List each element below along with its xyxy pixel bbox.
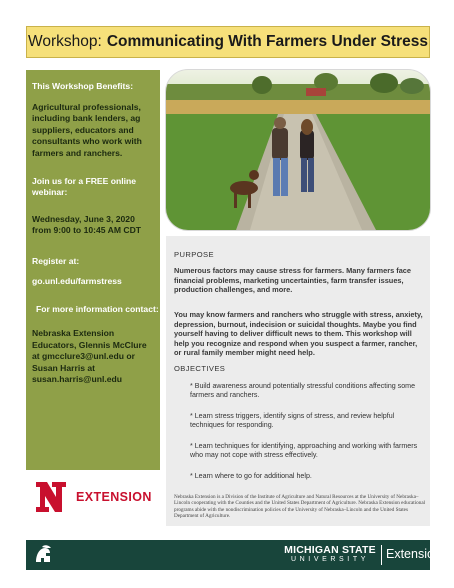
msu-university: UNIVERSITY (290, 556, 369, 563)
main-content (166, 236, 430, 526)
objective-item: * Build awareness around potentially stressful conditions affecting some farmers and ranchers. (190, 382, 416, 400)
purpose-paragraph-1: Numerous factors may cause stress for farmers. Many farmers face financial problems, marketing uncertainties, farm transfer issues, production challenges, and more. (174, 266, 412, 295)
webinar-date: Wednesday, June 3, 2020 from 9:00 to 10:45 AM CDT (32, 214, 142, 236)
contact-text: Nebraska Extension Educators, Glennis McClure at gmcclure3@unl.edu or Susan Harris at susan.harris@unl.edu (32, 328, 147, 385)
extension-wordmark: EXTENSION (76, 490, 152, 504)
farm-road-illustration (166, 70, 430, 230)
nondiscrimination-disclaimer: Nebraska Extension is a Division of the Institute of Agriculture and Natural Resources at the University of Nebraska–Lincoln cooperating with the Counties and the United States Department of Agriculture. Nebraska Extension educational programs abide with the nondiscrimination policies of the University of Nebraska–Lincoln and the United States Department of Agriculture. (174, 494, 426, 520)
footer-divider (381, 545, 382, 565)
msu-name: MICHIGAN STATE (284, 544, 376, 556)
more-info-heading: For more information contact: (36, 304, 159, 314)
objective-item: * Learn stress triggers, identify signs of stress, and review helpful techniques for responding. (190, 412, 395, 430)
msu-extension-label: Extension (386, 547, 441, 561)
objectives-heading: OBJECTIVES (174, 364, 226, 373)
title-prefix: Workshop: (28, 33, 102, 50)
objective-item: * Learn where to go for additional help. (190, 472, 312, 480)
purpose-paragraph-2: You may know farmers and ranchers who struggle with stress, anxiety, depression, burnout, indecision or suicidal thoughts. Maybe you find yourself having to deliver difficult news to them. This workshop will help you recognize and respond when you suspect a farmer, rancher, or rural family member might need help. (174, 310, 423, 358)
benefits-text: Agricultural professionals, including bank lenders, ag suppliers, educators and consultants who work with farmers and ranchers. (32, 102, 142, 158)
register-label: Register at: (32, 256, 80, 266)
objective-item: * Learn techniques for identifying, approaching and working with farmers who may not cope with stress effectively. (190, 442, 418, 460)
msu-footer (26, 540, 441, 570)
title-banner (26, 26, 430, 58)
hero-photo (166, 70, 430, 230)
register-link[interactable]: go.unl.edu/farmstress (32, 276, 122, 286)
webinar-invite: Join us for a FREE online webinar: (32, 176, 137, 198)
spartan-helmet-icon (32, 544, 54, 566)
nebraska-extension-logo (26, 470, 160, 526)
title-main: Communicating With Farmers Under Stress (106, 33, 428, 50)
benefits-heading: This Workshop Benefits: (32, 81, 134, 91)
nebraska-n-icon (34, 480, 68, 514)
info-sidebar (26, 70, 160, 526)
purpose-heading: PURPOSE (174, 250, 214, 259)
